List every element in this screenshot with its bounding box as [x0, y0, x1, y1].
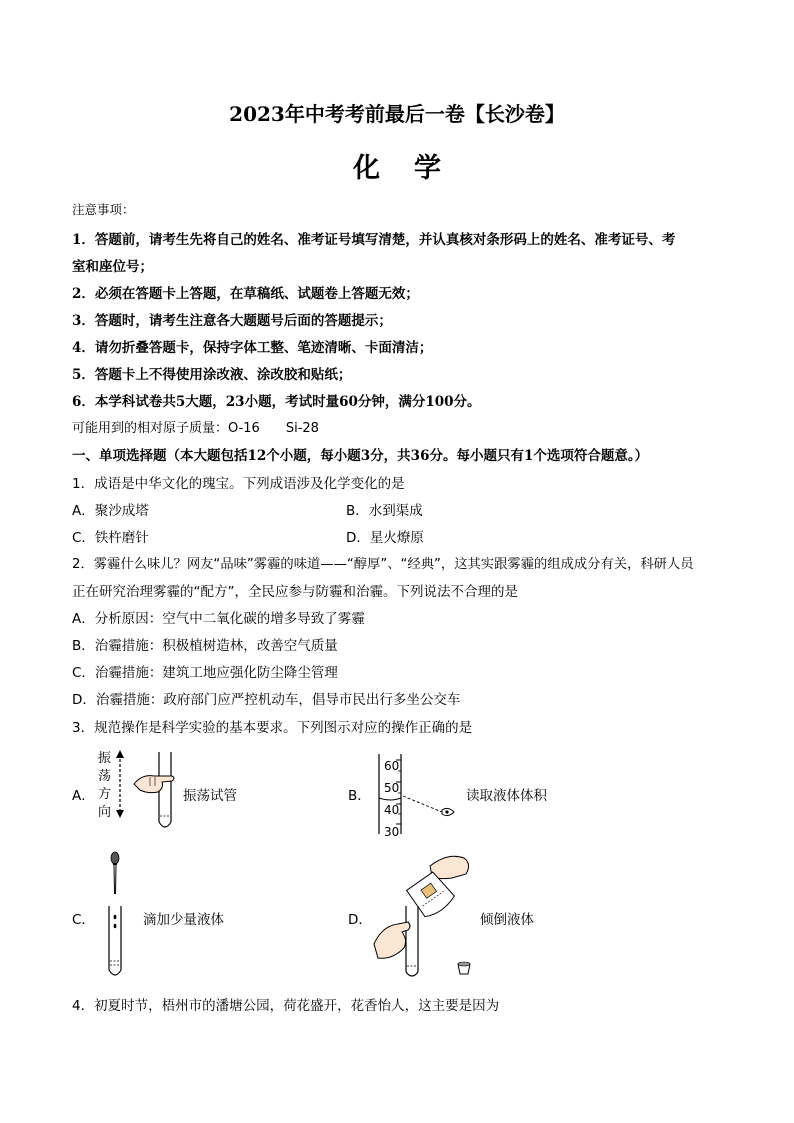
notice-item-3: 3．答题时，请考生注意各大题题号后面的答题提示； — [72, 313, 392, 329]
notice-item-4: 4．请勿折叠答题卡，保持字体工整、笔迹清晰、卡面清洁； — [72, 340, 433, 356]
q1-option-c: C．铁杵磨针 — [72, 530, 149, 546]
q4-stem: 4．初夏时节，梧州市的潘塘公园，荷花盛开，花香怡人，这主要是因为 — [72, 998, 500, 1014]
q2-option-c: C．治霾措施：建筑工地应强化防尘降尘管理 — [72, 665, 338, 681]
q2-option-b: B．治霾措施：积极植树造林，改善空气质量 — [72, 638, 338, 654]
q3-option-b-label: 读取液体体积 — [466, 788, 547, 804]
q1-stem: 1．成语是中华文化的瑰宝。下列成语涉及化学变化的是 — [72, 476, 405, 492]
notice-item-1-cont: 室和座位号； — [72, 259, 153, 275]
dropper-icon — [111, 852, 119, 894]
sight-line — [403, 796, 442, 812]
q2-option-a: A．分析原因：空气中二氧化碳的增多导致了雾霾 — [72, 611, 365, 627]
atomic-mass-note: 可能用到的相对原子质量：O-16 Si-28 — [72, 421, 319, 436]
q3-option-c-label: 滴加少量液体 — [143, 912, 224, 928]
notice-item-1: 1．答题前，请考生先将自己的姓名、准考证号填写清楚，并认真核对条形码上的姓名、准考证号、考 — [72, 232, 676, 248]
q1-option-d: D．星火燎原 — [346, 530, 424, 546]
shake-direction-label: 振 荡 方 向 — [98, 751, 112, 820]
tick-label-40: 40 — [384, 803, 400, 817]
hand-icon — [134, 776, 174, 793]
q3-option-c-letter: C． — [72, 912, 95, 928]
dropper-figure — [100, 850, 140, 980]
tick-label-30: 30 — [384, 825, 400, 839]
hand-icon — [374, 922, 410, 958]
q2-stem-line2: 正在研究治理雾霾的“配方”，全民应参与防霾和治霾。下列说法不合理的是 — [72, 584, 518, 600]
bottle-stopper-icon — [458, 962, 470, 974]
q3-option-a-label: 振荡试管 — [183, 788, 237, 804]
tick-label-60: 60 — [384, 759, 400, 773]
shake-test-tube-figure — [112, 748, 182, 834]
pouring-figure — [368, 848, 478, 980]
tick-label-50: 50 — [384, 781, 400, 795]
q3-option-a-letter: A． — [72, 788, 95, 804]
up-down-arrow-icon — [116, 750, 124, 818]
notice-item-5: 5．答题卡上不得使用涂改液、涂改胶和贴纸； — [72, 367, 352, 383]
notice-heading: 注意事项： — [72, 202, 135, 217]
q3-option-d-letter: D． — [348, 912, 372, 928]
test-tube-icon — [109, 906, 121, 975]
q3-stem: 3．规范操作是科学实验的基本要求。下列图示对应的操作正确的是 — [72, 720, 473, 736]
cylinder-scale — [384, 755, 399, 843]
notice-item-2: 2．必须在答题卡上答题，在草稿纸、试题卷上答题无效； — [72, 286, 419, 302]
notice-item-6: 6．本学科试卷共5大题，23小题，考试时量60分钟，满分100分。 — [72, 394, 481, 410]
section-heading: 一、单项选择题（本大题包括12个小题，每小题3分，共36分。每小题只有1个选项符合题意。） — [72, 448, 649, 464]
eye-icon — [442, 808, 454, 815]
subject-title: 化学 — [353, 153, 475, 184]
q3-option-d-label: 倾倒液体 — [480, 912, 534, 928]
q1-option-b: B．水到渠成 — [346, 503, 423, 519]
exam-title: 2023年中考考前最后一卷【长沙卷】 — [229, 102, 565, 126]
q2-option-d: D．治霾措施：政府部门应严控机动车，倡导市民出行多坐公交车 — [72, 692, 461, 708]
test-tube-icon — [406, 906, 418, 976]
q2-stem-line1: 2．雾霾什么味儿？网友“品味”雾霾的味道——“醇厚”、“经典”，这其实跟雾霾的组成成分有关，科研人员 — [72, 557, 694, 572]
q1-option-a: A．聚沙成塔 — [72, 503, 149, 519]
q3-option-b-letter: B． — [348, 788, 371, 804]
